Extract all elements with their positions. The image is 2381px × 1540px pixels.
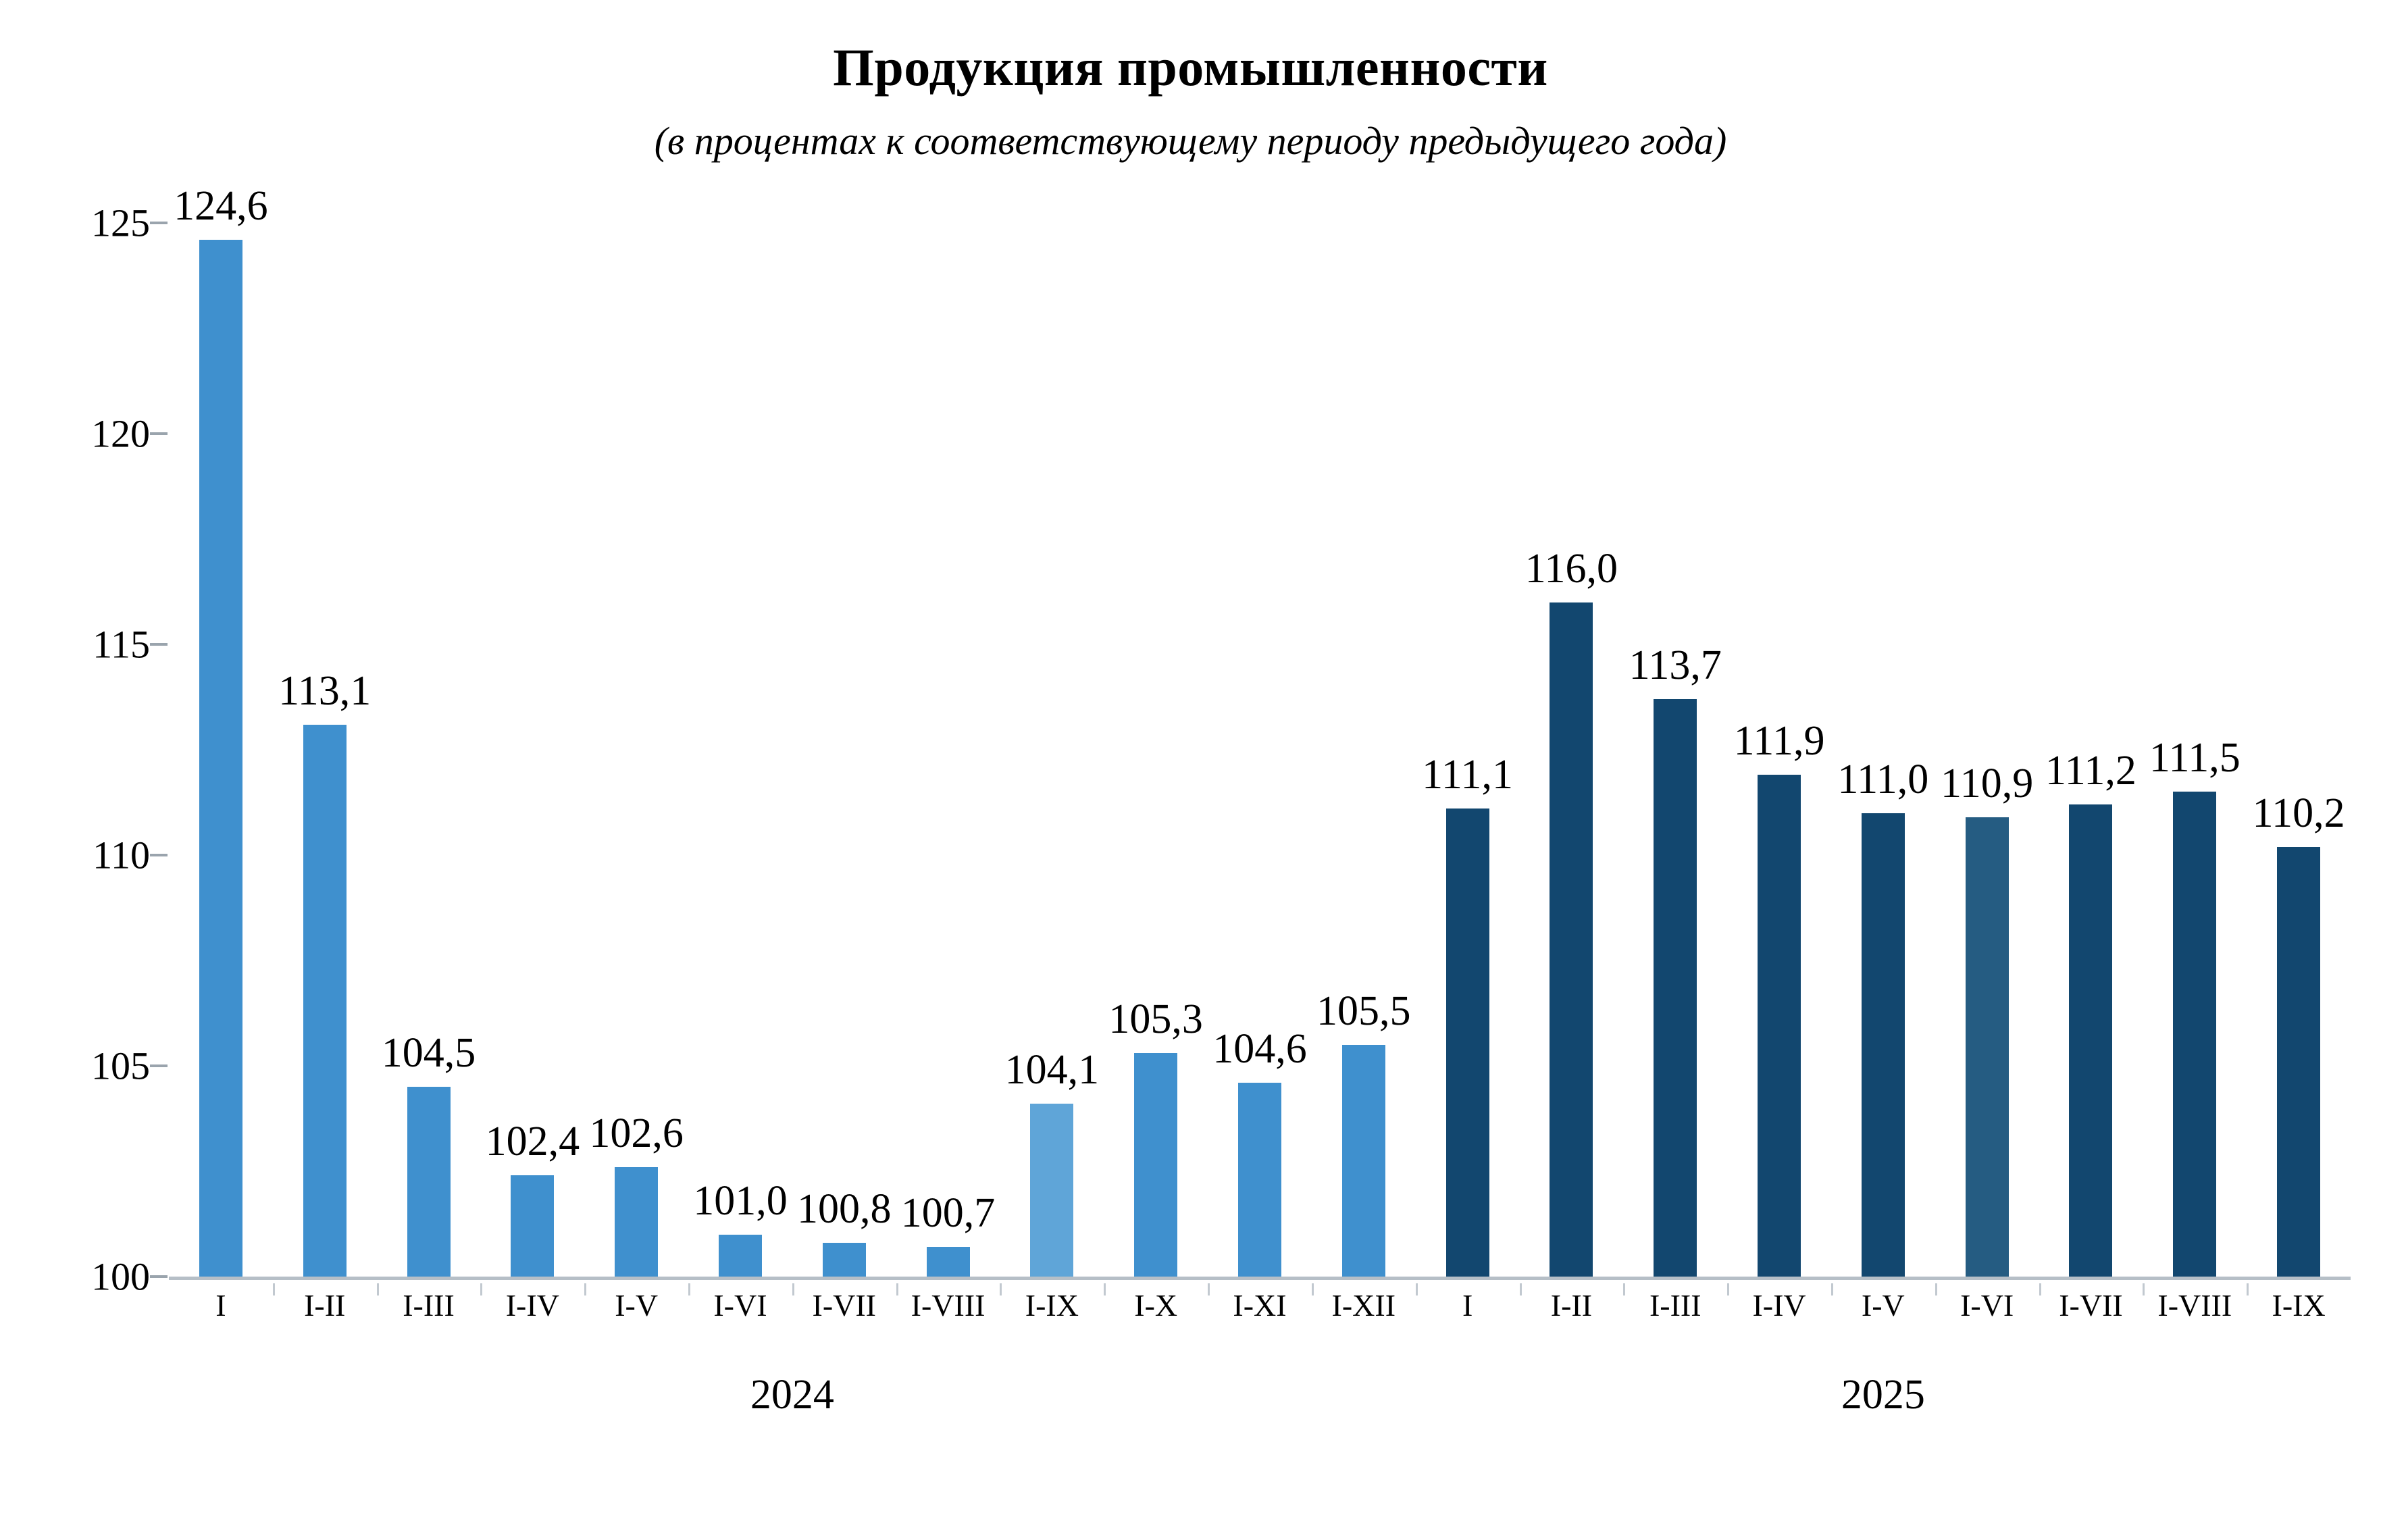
x-axis-tick-label: I-IX xyxy=(2272,1288,2326,1323)
bar-group xyxy=(1935,223,2039,1277)
x-axis-tick-mark xyxy=(1623,1283,1625,1295)
x-axis-tick-label: I-VIII xyxy=(911,1288,985,1323)
bar-group xyxy=(377,223,481,1277)
bar-group xyxy=(1312,223,1416,1277)
x-axis-tick-label: I-IV xyxy=(1752,1288,1806,1323)
bar-value-label: 116,0 xyxy=(1525,545,1618,592)
x-axis-tick-mark xyxy=(1520,1283,1522,1295)
x-axis-tick-mark xyxy=(896,1283,898,1295)
x-axis-tick-label: I-X xyxy=(1134,1288,1178,1323)
x-axis-tick-label: I-II xyxy=(1550,1288,1593,1323)
bar-value-label: 100,7 xyxy=(900,1190,996,1237)
x-axis-tick-label: I-VIII xyxy=(2157,1288,2232,1323)
bar-group xyxy=(688,223,792,1277)
bar xyxy=(1238,1083,1281,1277)
bar xyxy=(719,1235,762,1277)
y-axis-tick-mark xyxy=(150,1064,168,1067)
x-axis-tick-mark xyxy=(1312,1283,1314,1295)
bar xyxy=(407,1087,451,1277)
x-axis-tick-label: I-III xyxy=(403,1288,455,1323)
bar xyxy=(2069,804,2112,1277)
bar-value-label: 110,2 xyxy=(2252,790,2345,836)
y-axis-tick-label: 105 xyxy=(91,1044,150,1088)
bar-group xyxy=(2247,223,2351,1277)
x-axis-tick-label: I-VII xyxy=(2059,1288,2123,1323)
bar-value-label: 113,7 xyxy=(1629,642,1722,689)
bar-group xyxy=(792,223,896,1277)
y-axis-tick-mark xyxy=(150,643,168,646)
y-axis-tick-mark xyxy=(150,222,168,224)
x-axis-tick-mark xyxy=(1935,1283,1937,1295)
y-axis-tick-mark xyxy=(150,432,168,435)
x-axis-tick-mark xyxy=(792,1283,794,1295)
bar-group xyxy=(1831,223,1935,1277)
x-axis-tick-mark xyxy=(2039,1283,2041,1295)
bar xyxy=(511,1175,554,1277)
x-axis-tick-mark xyxy=(273,1283,275,1295)
x-axis-tick-mark xyxy=(2247,1283,2249,1295)
bar-value-label: 102,6 xyxy=(589,1110,684,1156)
bar xyxy=(1966,817,2009,1277)
x-axis-tick-label: I-XII xyxy=(1331,1288,1396,1323)
bar-group xyxy=(273,223,377,1277)
bar xyxy=(1862,813,1905,1277)
chart-title: Продукция промышленности xyxy=(833,38,1548,97)
bar-value-label: 101,0 xyxy=(693,1177,788,1224)
bar-value-label: 111,2 xyxy=(2045,748,2136,794)
bar xyxy=(199,240,242,1277)
x-axis-tick-mark xyxy=(584,1283,586,1295)
x-axis-tick-mark xyxy=(1104,1283,1106,1295)
x-axis-tick-label: I-VI xyxy=(1960,1288,2014,1323)
bar xyxy=(1758,775,1801,1277)
y-axis-tick-label: 100 xyxy=(91,1254,150,1299)
x-axis-tick-mark xyxy=(1831,1283,1833,1295)
x-axis-group-label: 2024 xyxy=(750,1372,834,1418)
y-axis-tick-label: 125 xyxy=(91,201,150,245)
bar-group xyxy=(1416,223,1520,1277)
bar-value-label: 110,9 xyxy=(1941,760,2034,806)
bar-value-label: 102,4 xyxy=(485,1119,580,1165)
y-axis-tick-mark xyxy=(150,1275,168,1278)
y-axis-tick-mark xyxy=(150,854,168,856)
x-axis-tick-label: I-III xyxy=(1649,1288,1701,1323)
bar xyxy=(1030,1104,1073,1277)
x-axis-tick-label: I-II xyxy=(304,1288,346,1323)
bar-group xyxy=(1623,223,1727,1277)
bar-value-label: 104,6 xyxy=(1212,1025,1307,1072)
x-axis-tick-label: I-IX xyxy=(1025,1288,1079,1323)
bar-group xyxy=(1104,223,1208,1277)
x-axis-tick-label: I xyxy=(215,1288,226,1323)
bar xyxy=(1654,699,1697,1277)
bar xyxy=(927,1247,970,1277)
x-axis-line xyxy=(169,1277,2351,1280)
y-axis xyxy=(0,201,169,1299)
bar-value-label: 104,5 xyxy=(381,1030,476,1077)
x-axis-tick-label: I-VI xyxy=(713,1288,767,1323)
x-axis-tick-label: I-V xyxy=(615,1288,659,1323)
bar-group xyxy=(169,182,273,1277)
bar xyxy=(1342,1045,1385,1277)
bar-series xyxy=(169,182,2351,1277)
bar-value-label: 105,3 xyxy=(1108,996,1203,1043)
chart-subtitle: (в процентах к соответствующему периоду предыдущего года) xyxy=(654,119,1727,163)
x-axis-tick-label: I-XI xyxy=(1233,1288,1287,1323)
bar xyxy=(2277,847,2320,1277)
bar xyxy=(1550,602,1593,1277)
bar-group xyxy=(1727,223,1831,1277)
bar-group xyxy=(1208,223,1312,1277)
bar-value-label: 111,1 xyxy=(1422,752,1514,798)
y-axis-tick-label: 115 xyxy=(93,622,150,667)
x-axis-tick-mark xyxy=(1000,1283,1002,1295)
bar xyxy=(823,1243,866,1277)
bar xyxy=(1134,1053,1177,1277)
x-axis-tick-labels xyxy=(169,1283,2351,1344)
bar-value-label: 111,9 xyxy=(1733,718,1825,765)
bar-value-label: 111,5 xyxy=(2149,735,2241,781)
bar-group xyxy=(584,223,688,1277)
bar xyxy=(615,1167,658,1277)
y-axis-tick-label: 110 xyxy=(93,833,150,877)
x-axis-tick-mark xyxy=(688,1283,690,1295)
x-axis-tick-mark xyxy=(377,1283,379,1295)
x-axis-tick-label: I xyxy=(1462,1288,1473,1323)
x-axis-tick-mark xyxy=(2143,1283,2145,1295)
x-axis-tick-mark xyxy=(480,1283,482,1295)
x-axis-tick-label: I-IV xyxy=(505,1288,559,1323)
y-axis-tick-label: 120 xyxy=(91,411,150,456)
x-axis-tick-mark xyxy=(1208,1283,1210,1295)
x-axis-tick-label: I-V xyxy=(1861,1288,1905,1323)
bar-value-label: 105,5 xyxy=(1316,987,1411,1034)
x-axis-tick-mark xyxy=(1416,1283,1418,1295)
x-axis-tick-label: I-VII xyxy=(812,1288,876,1323)
bar xyxy=(1446,808,1489,1277)
x-axis-group-label: 2025 xyxy=(1841,1372,1925,1418)
bar-value-label: 124,6 xyxy=(174,182,268,229)
bar-group xyxy=(896,223,1000,1277)
bar xyxy=(2173,792,2216,1277)
bar-value-label: 113,1 xyxy=(278,667,372,714)
bar-group xyxy=(1000,223,1104,1277)
bar-group xyxy=(1520,223,1624,1277)
bar-group xyxy=(2143,223,2247,1277)
x-axis-tick-mark xyxy=(1727,1283,1729,1295)
bar-value-label: 111,0 xyxy=(1837,756,1929,802)
bar-value-label: 104,1 xyxy=(1004,1047,1100,1094)
bar-value-label: 100,8 xyxy=(796,1186,892,1233)
bar xyxy=(303,725,347,1277)
bar-group xyxy=(480,223,584,1277)
bar-group xyxy=(2039,223,2143,1277)
